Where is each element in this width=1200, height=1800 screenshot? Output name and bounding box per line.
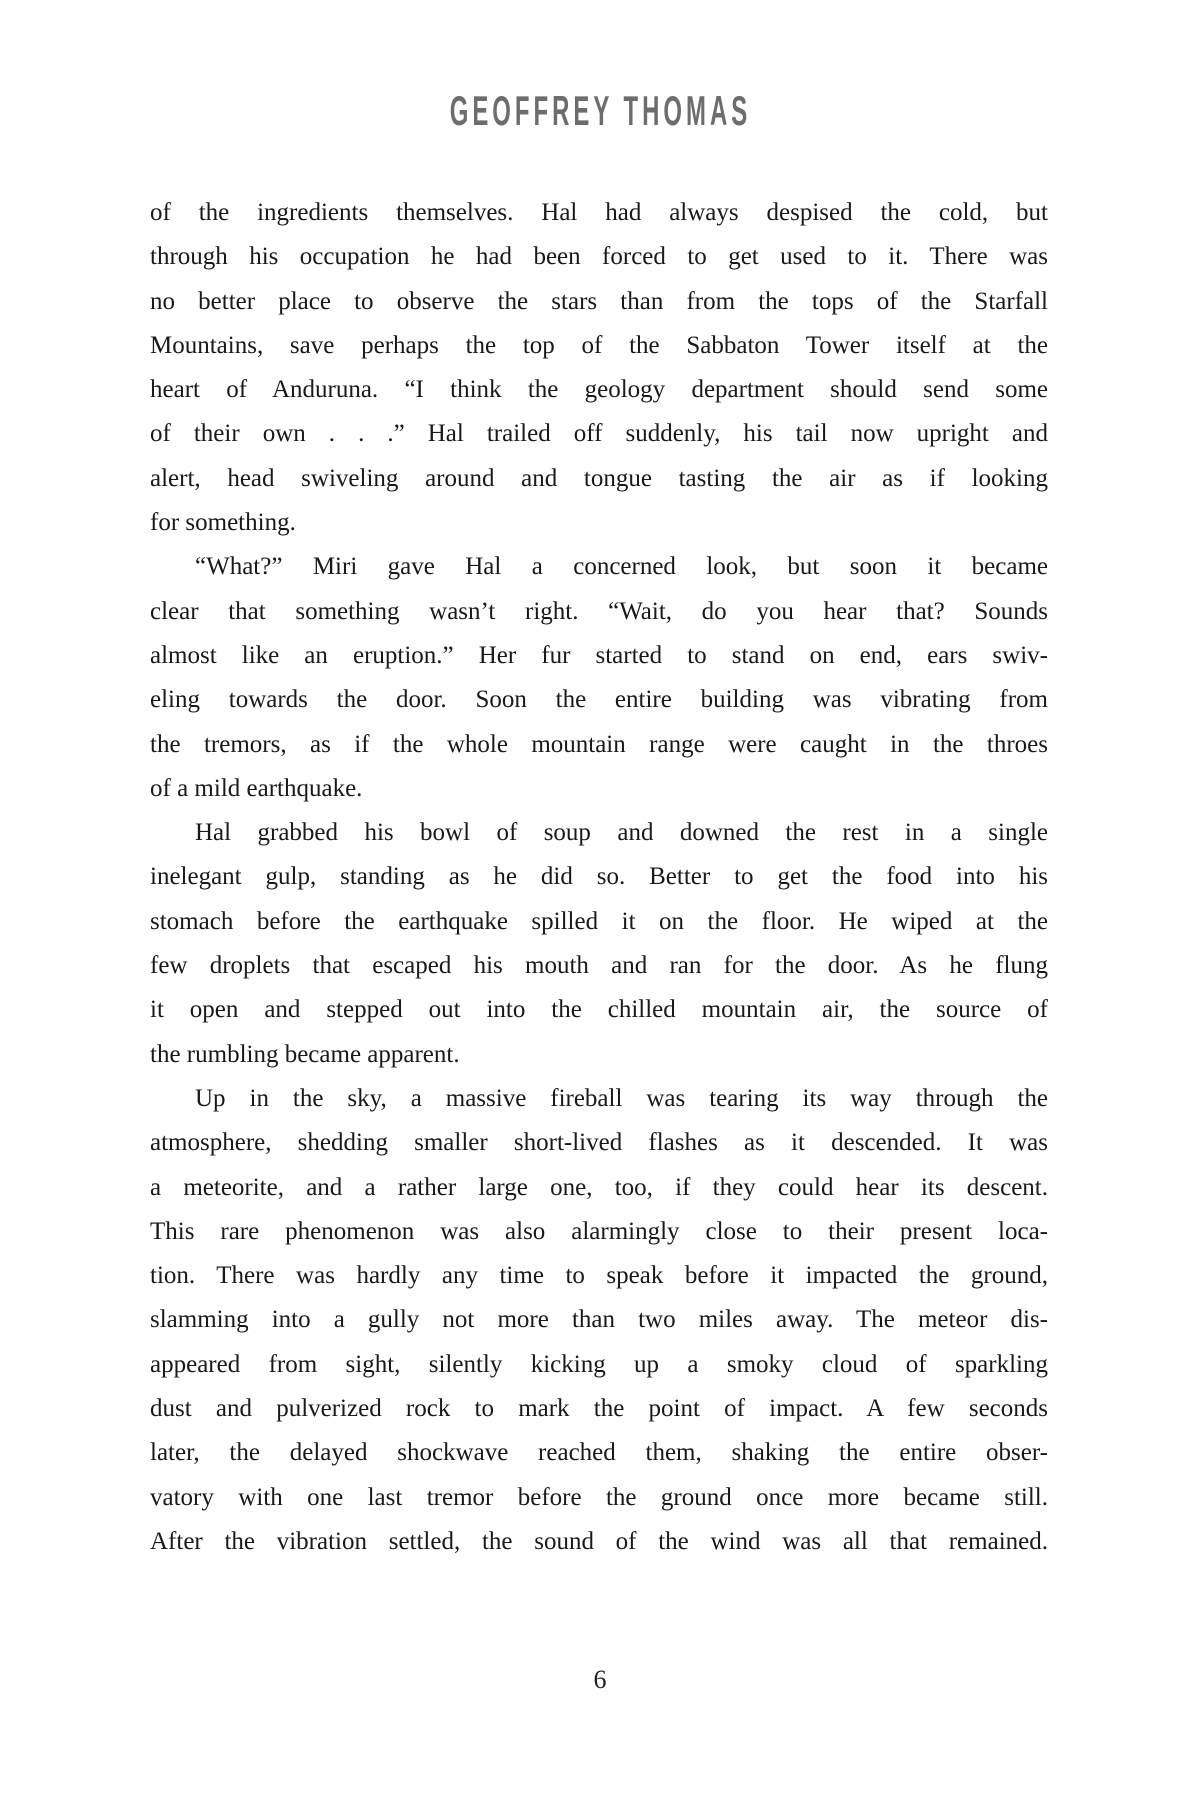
text-line: “What?” Miri gave Hal a concerned look, but soon it became — [195, 553, 1048, 581]
text-line: alert, head swiveling around and tongue tasting the air as if looking — [150, 464, 1048, 492]
text-line: later, the delayed shockwave reached them, shaking the entire obser- — [150, 1439, 1048, 1467]
paragraph — [150, 545, 1048, 811]
text-line: Up in the sky, a massive fireball was tearing its way through the — [195, 1084, 1048, 1112]
text-line: of a mild earthquake. — [150, 774, 363, 802]
text-line: stomach before the earthquake spilled it on the floor. He wiped at the — [150, 907, 1048, 935]
text-line: heart of Anduruna. “I think the geology department should send some — [150, 376, 1048, 404]
text-line: it open and stepped out into the chilled mountain air, the source of — [150, 996, 1048, 1024]
text-line: no better place to observe the stars than from the tops of the Starfall — [150, 287, 1048, 315]
text-line: Hal grabbed his bowl of soup and downed the rest in a single — [195, 819, 1048, 847]
text-line: the tremors, as if the whole mountain range were caught in the throes — [150, 730, 1048, 758]
text-line: of their own . . .” Hal trailed off suddenly, his tail now upright and — [150, 420, 1048, 448]
text-line: a meteorite, and a rather large one, too, if they could hear its descent. — [150, 1173, 1048, 1201]
text-line: for something. — [150, 509, 296, 537]
text-line: clear that something wasn’t right. “Wait, do you hear that? Sounds — [150, 597, 1048, 625]
text-line: tion. There was hardly any time to speak before it impacted the ground, — [150, 1262, 1048, 1290]
text-line: appeared from sight, silently kicking up a smoky cloud of sparkling — [150, 1350, 1048, 1378]
text-line: few droplets that escaped his mouth and ran for the door. As he flung — [150, 952, 1048, 980]
text-line: After the vibration settled, the sound of the wind was all that remained. — [150, 1527, 1048, 1555]
paragraph — [150, 1077, 1048, 1564]
paragraph — [150, 191, 1048, 545]
text-line: the rumbling became apparent. — [150, 1040, 460, 1068]
text-line: vatory with one last tremor before the ground once more became still. — [150, 1483, 1048, 1511]
text-line: This rare phenomenon was also alarmingly close to their present loca- — [150, 1217, 1048, 1245]
running-head-author: GEOFFREY THOMAS — [449, 87, 751, 134]
text-line: inelegant gulp, standing as he did so. Better to get the food into his — [150, 863, 1048, 891]
page-number: 6 — [593, 1665, 607, 1694]
paragraph — [150, 811, 1048, 1077]
text-line: dust and pulverized rock to mark the point of impact. A few seconds — [150, 1395, 1048, 1423]
text-line: slamming into a gully not more than two miles away. The meteor dis- — [150, 1306, 1048, 1334]
text-line: atmosphere, shedding smaller short-lived flashes as it descended. It was — [150, 1129, 1048, 1157]
text-line: through his occupation he had been forced to get used to it. There was — [150, 243, 1048, 271]
text-line: eling towards the door. Soon the entire building was vibrating from — [150, 686, 1048, 714]
running-head — [0, 87, 1200, 135]
text-line: almost like an eruption.” Her fur started to stand on end, ears swiv- — [150, 641, 1048, 669]
body-text-block — [150, 191, 1048, 1564]
text-line: Mountains, save perhaps the top of the Sabbaton Tower itself at the — [150, 331, 1048, 359]
text-line: of the ingredients themselves. Hal had always despised the cold, but — [150, 199, 1048, 226]
